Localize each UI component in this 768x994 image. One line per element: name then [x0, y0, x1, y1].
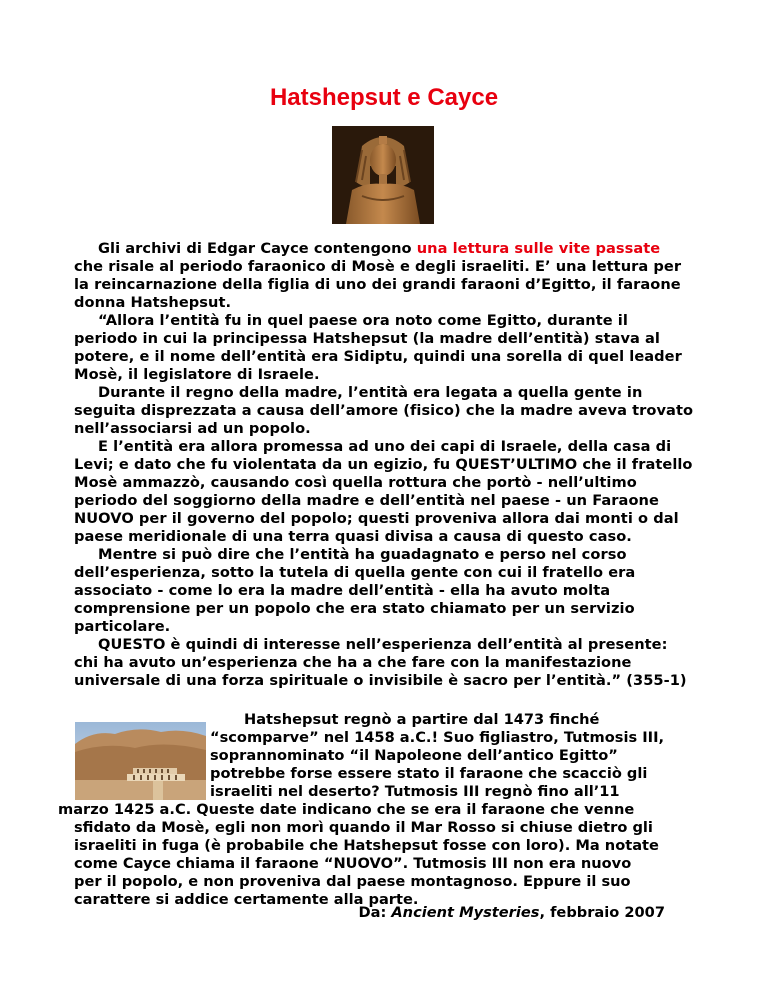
paragraph-1: Gli archivi di Edgar Cayce contengono una lettura sulle vite passate che risale al periodo faraonico di Mosè e degli israeliti. E’ una lettura per la reincarnazione della figlia di uno dei grandi faraoni d’Egitto, il faraone donna Hatshepsut. [74, 240, 682, 311]
paragraph-7-line: soprannominato “il Napoleone dell’antico Egitto” [210, 747, 618, 764]
paragraph-7-line: israeliti in fuga (è probabile che Hatshepsut fosse con loro). Ma notate [74, 837, 659, 854]
paragraph-2: “Allora l’entità fu in quel paese ora noto come Egitto, durante il periodo in cui la principessa Hatshepsut (la madre dell’entità) stava al potere, e il nome dell’entità era Sidiptu, quindi una sorella di quel leader Mosè, il legislatore di Israele. [74, 312, 682, 383]
publication-title: Ancient Mysteries [391, 904, 540, 921]
paragraph-7-line: Hatshepsut regnò a partire dal 1473 finché [244, 711, 600, 728]
paragraph-5: Mentre si può dire che l’entità ha guadagnato e perso nel corso dell’esperienza, sotto la tutela di quella gente con cui il fratello era associato - come lo era la madre dell’entità - ella ha avuto molta comprensione per un popolo che era stato chiamato per un servizio particolare. [74, 546, 636, 635]
hatshepsut-statue-image [332, 126, 434, 224]
paragraph-7-line: “scomparve” nel 1458 a.C.! Suo figliastro, Tutmosis III, [210, 729, 665, 746]
paragraph-7-line: sfidato da Mosè, egli non morì quando il Mar Rosso si chiuse dietro gli [74, 819, 653, 836]
paragraph-7-line: come Cayce chiama il faraone “NUOVO”. Tutmosis III non era nuovo [74, 855, 632, 872]
page-title: Hatshepsut e Cayce [269, 84, 499, 111]
paragraph-7 [58, 711, 694, 909]
past-lives-reading-link[interactable]: una lettura sulle vite passate [416, 240, 661, 257]
paragraph-3: Durante il regno della madre, l’entità era legata a quella gente in seguita disprezzata a causa dell’amore (fisico) che la madre aveva trovato nell’associarsi ad un popolo. [74, 384, 694, 437]
source-citation: Da: Ancient Mysteries, febbraio 2007 [358, 904, 665, 921]
paragraph-7-line: per il popolo, e non proveniva dal paese montagnoso. Eppure il suo [74, 873, 631, 890]
paragraph-7-line: marzo 1425 a.C. Queste date indicano che se era il faraone che venne [58, 801, 635, 818]
paragraph-7-line: potrebbe forse essere stato il faraone che scacciò gli [210, 765, 648, 782]
paragraph-6: QUESTO è quindi di interesse nell’esperienza dell’entità al presente: chi ha avuto un’esperienza che ha a che fare con la manifestazione universale di una forza spirituale o invisibile è sacro per l’entità.” (355-1) [74, 636, 687, 689]
paragraph-7-line: israeliti nel deserto? Tutmosis III regnò fino all’11 [210, 783, 620, 800]
paragraph-4: E l’entità era allora promessa ad uno dei capi di Israele, della casa di Levi; e dato che fu violentata da un egizio, fu QUEST’ULTIMO che il fratello Mosè ammazzò, causando così quella rottura che portò - nell’ultimo periodo del soggiorno della madre e dell’entità nel paese - un Faraone NUOVO per il governo del popolo; questi proveniva allora dai monti o dal paese meridionale di una terra quasi divisa a causa di questo caso. [74, 438, 693, 545]
statue-illustration [332, 126, 434, 224]
article-body [74, 240, 694, 690]
paragraph-7-line: carattere si addice certamente alla parte. [74, 891, 419, 908]
